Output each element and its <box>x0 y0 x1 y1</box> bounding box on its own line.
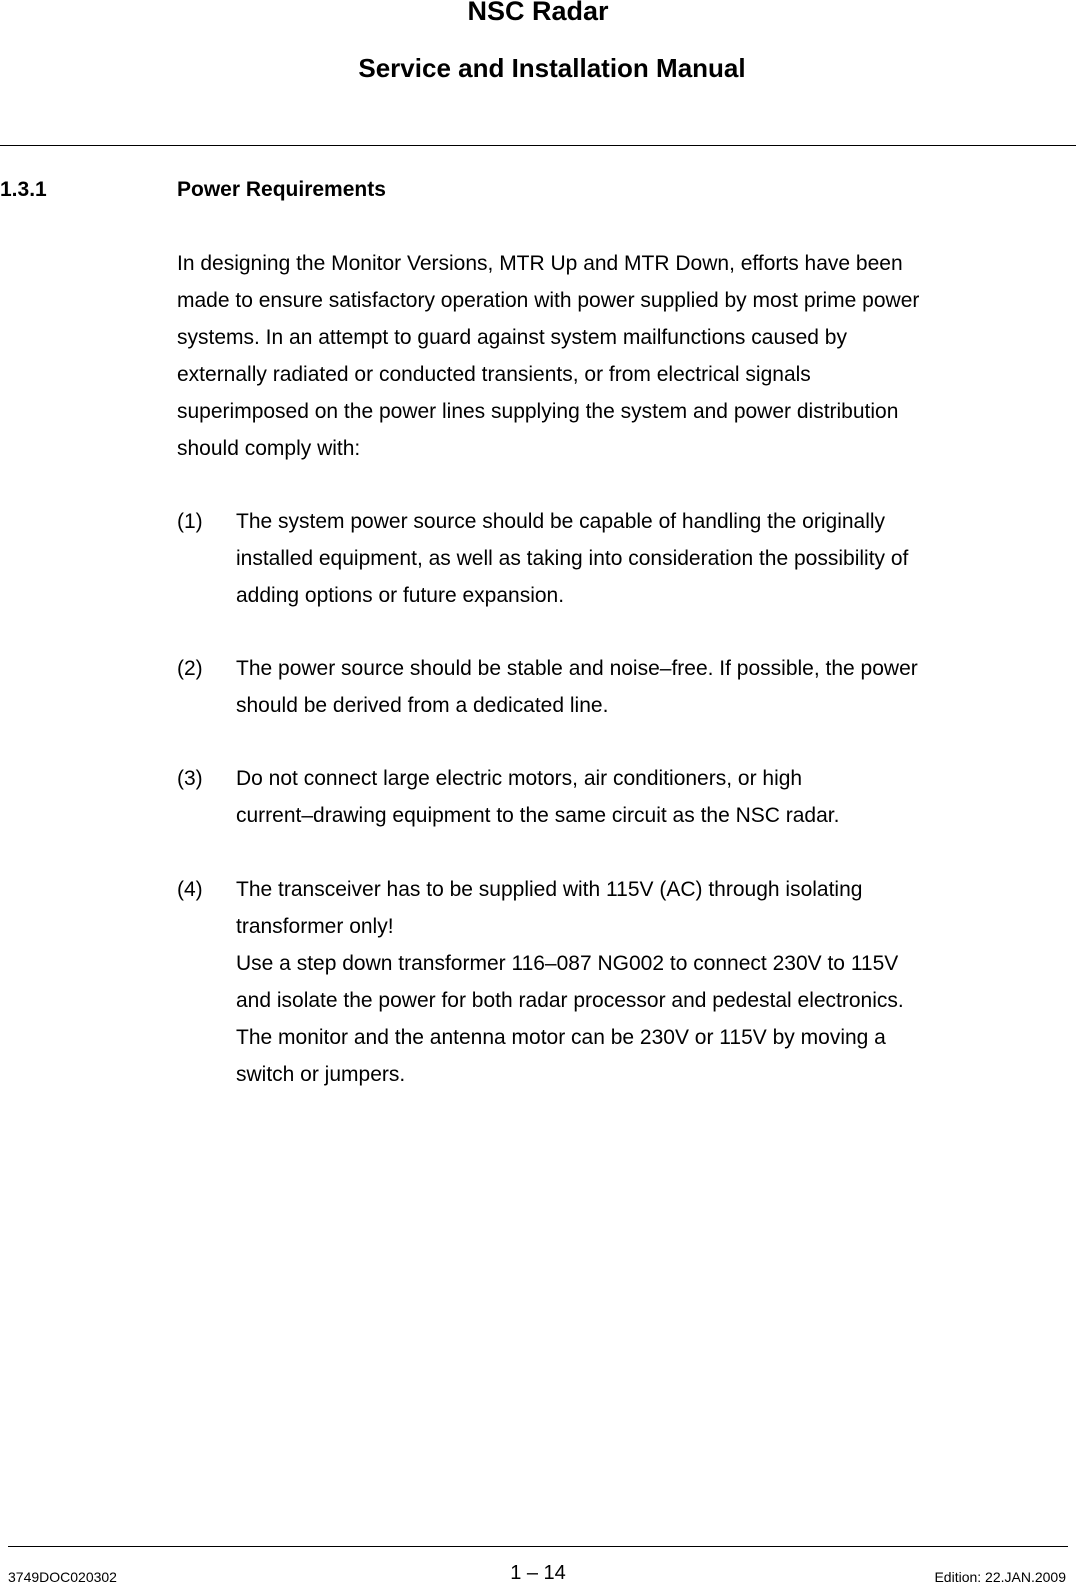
requirement-text <box>236 760 1066 834</box>
section-number: 1.3.1 <box>0 178 47 201</box>
requirement-line: The monitor and the antenna motor can be 230V or 115V by moving a <box>236 1026 886 1049</box>
footer-divider <box>8 1546 1068 1547</box>
intro-line: In designing the Monitor Versions, MTR Up and MTR Down, efforts have been <box>177 252 903 275</box>
requirement-text <box>236 650 1066 724</box>
requirement-line: switch or jumpers. <box>236 1063 406 1086</box>
intro-paragraph <box>177 245 1069 467</box>
intro-line: superimposed on the power lines supplying the system and power distribution <box>177 400 899 423</box>
header-subtitle: Service and Installation Manual <box>358 53 746 83</box>
intro-line: systems. In an attempt to guard against system mailfunctions caused by <box>177 326 847 349</box>
requirement-line: should be derived from a dedicated line. <box>236 694 609 717</box>
requirement-text <box>236 503 1066 614</box>
requirement-line: installed equipment, as well as taking into consideration the possibility of <box>236 547 909 570</box>
intro-line: made to ensure satisfactory operation with power supplied by most prime power <box>177 289 920 312</box>
requirement-line: Do not connect large electric motors, air conditioners, or high <box>236 767 803 790</box>
requirement-line: The system power source should be capable of handling the originally <box>236 510 886 533</box>
requirement-text <box>236 871 1066 1093</box>
header-title: NSC Radar <box>467 0 609 26</box>
requirement-number: (2) <box>177 657 203 680</box>
requirement-line: transformer only! <box>236 915 394 938</box>
header-divider <box>0 145 1076 146</box>
requirement-number: (3) <box>177 767 203 790</box>
requirement-line: and isolate the power for both radar processor and pedestal electronics. <box>236 989 904 1012</box>
footer-page-number: 1 – 14 <box>510 1562 566 1584</box>
requirement-line: adding options or future expansion. <box>236 584 565 607</box>
requirement-line: current–drawing equipment to the same circuit as the NSC radar. <box>236 804 840 827</box>
requirement-number: (1) <box>177 510 203 533</box>
requirement-number: (4) <box>177 878 203 901</box>
requirement-line: The power source should be stable and noise–free. If possible, the power <box>236 657 918 680</box>
section-title: Power Requirements <box>177 178 386 201</box>
intro-line: externally radiated or conducted transients, or from electrical signals <box>177 363 811 386</box>
footer-doc-number: 3749DOC020302 <box>8 1569 117 1585</box>
intro-line: should comply with: <box>177 437 361 460</box>
requirement-line: Use a step down transformer 116–087 NG002 to connect 230V to 115V <box>236 952 899 975</box>
footer-edition: Edition: 22.JAN.2009 <box>934 1569 1066 1585</box>
requirement-line: The transceiver has to be supplied with 115V (AC) through isolating <box>236 878 863 901</box>
